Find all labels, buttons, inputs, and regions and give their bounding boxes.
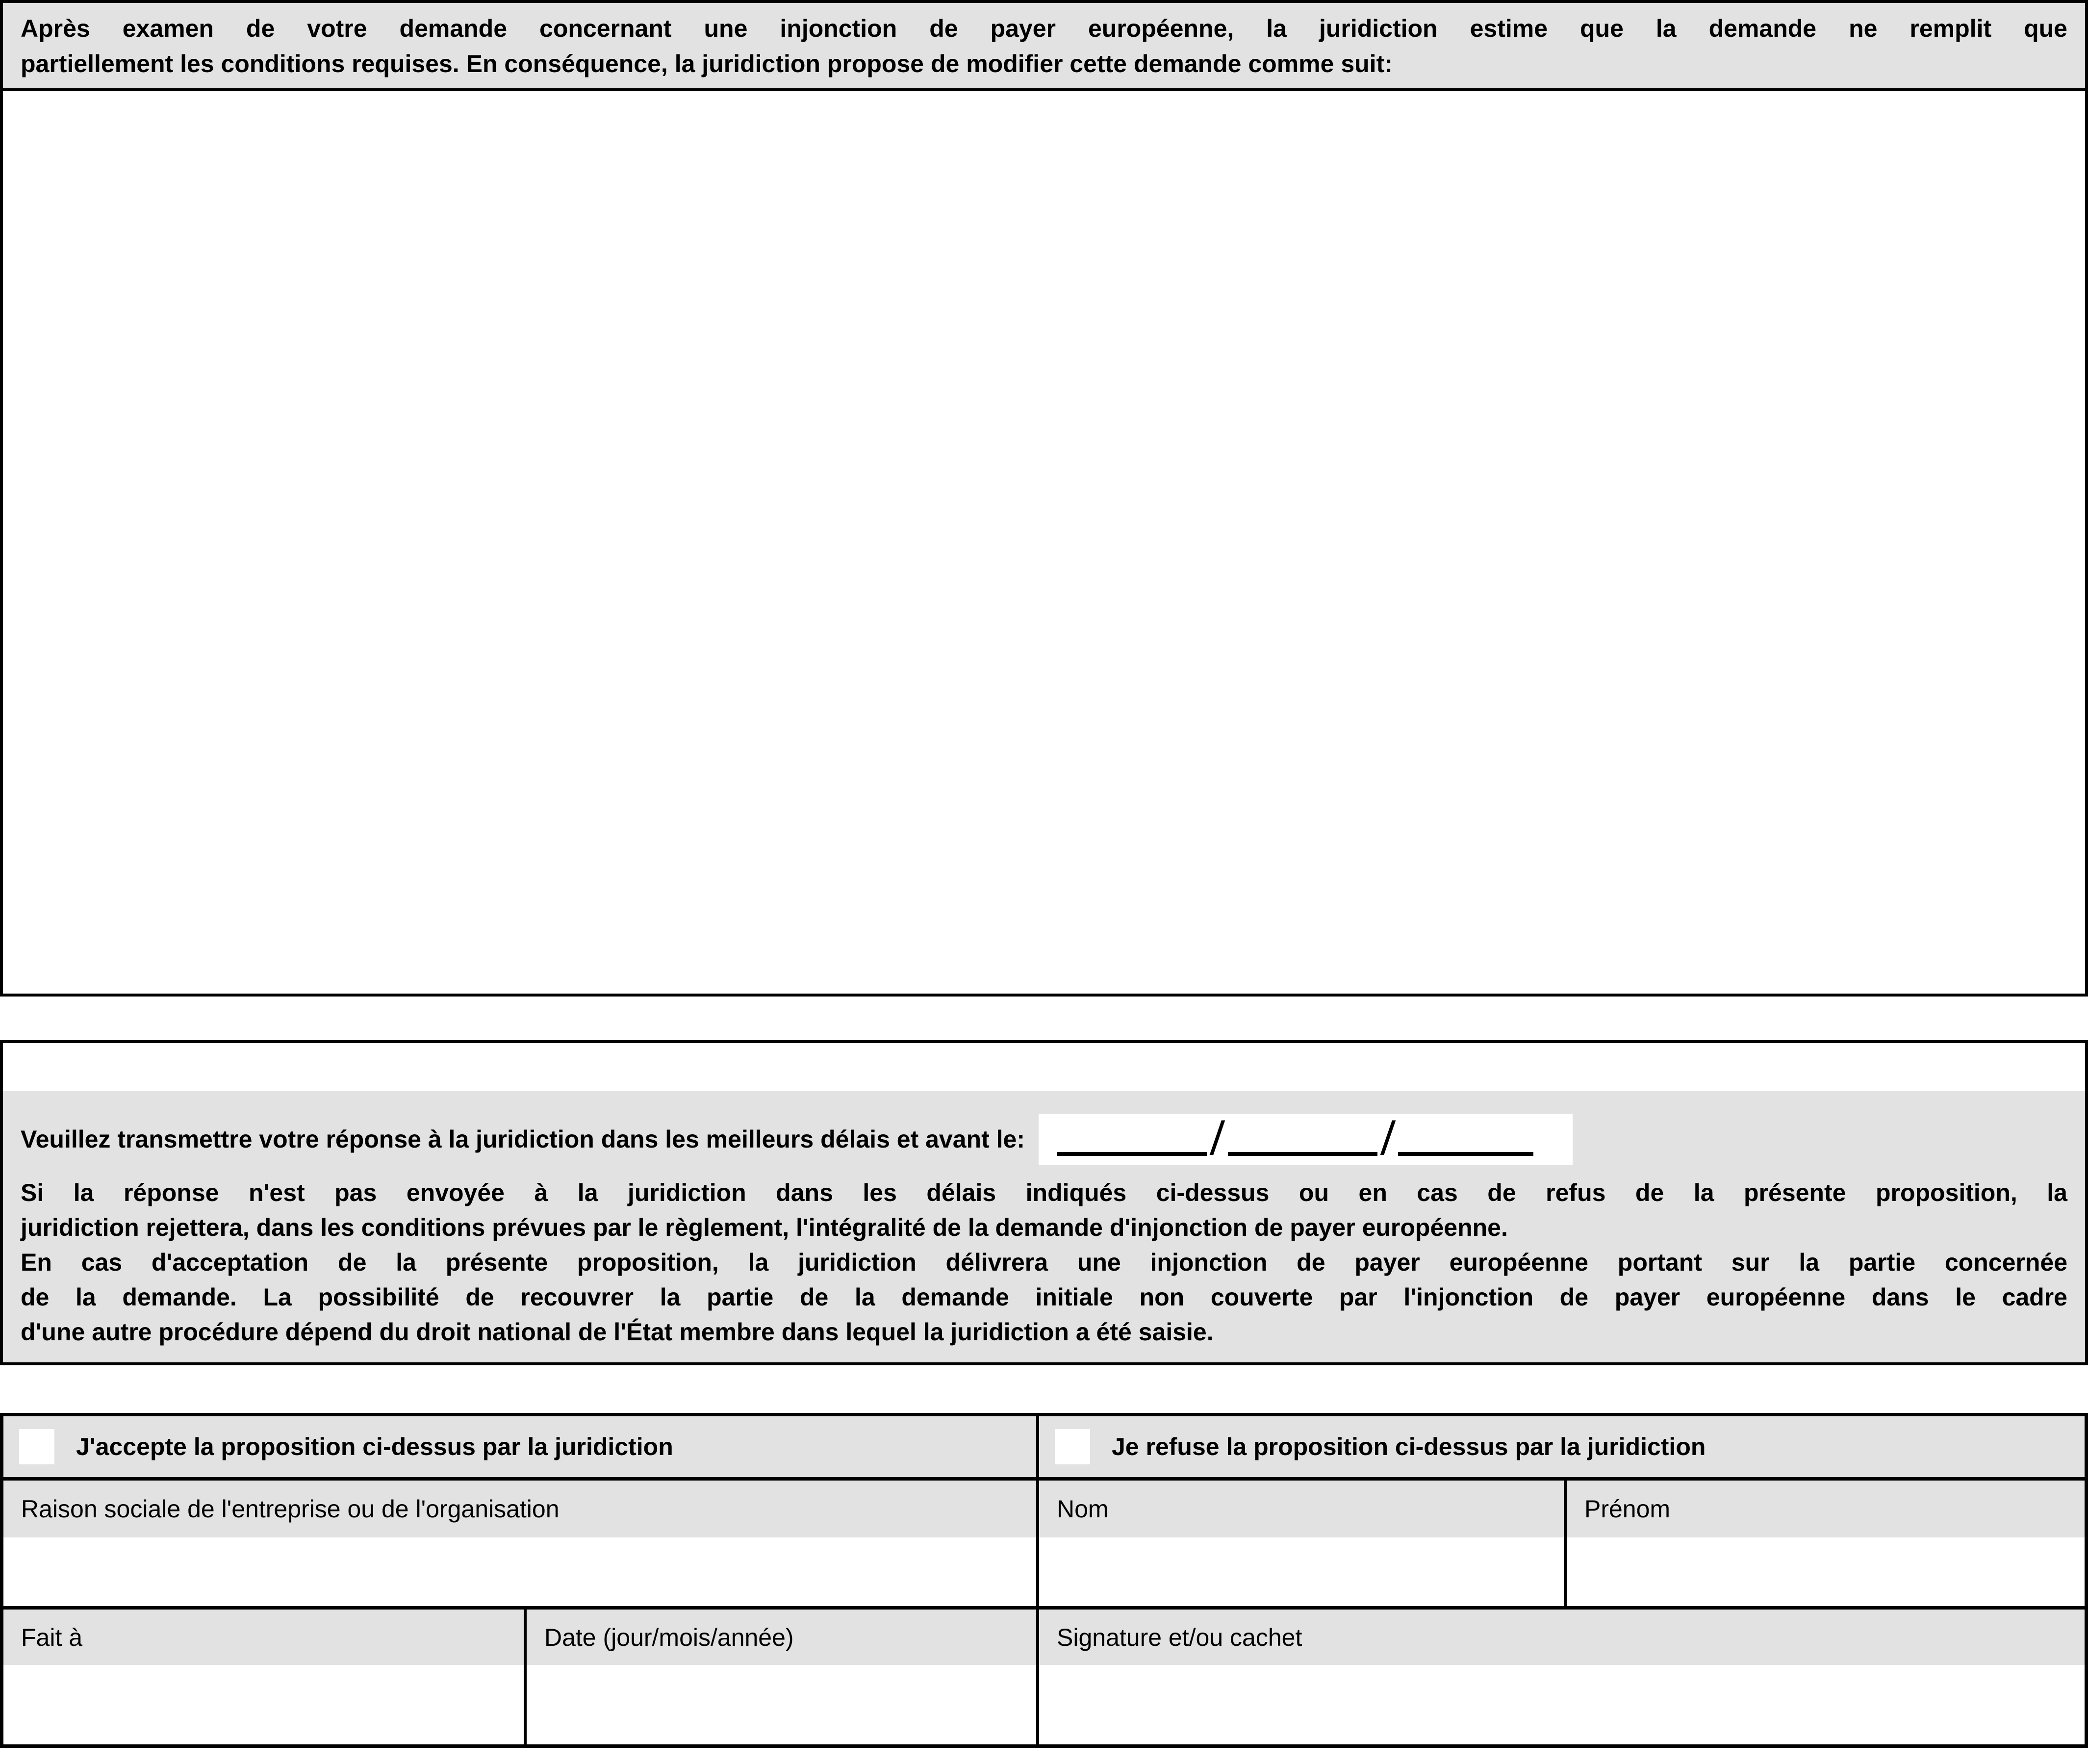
place-cell — [3, 1610, 524, 1744]
refusal-consequences-paragraph — [21, 1176, 2067, 1350]
signature-cell — [1036, 1610, 2085, 1744]
refuse-option-cell[interactable] — [1036, 1416, 2085, 1477]
proposal-modification-area[interactable] — [3, 91, 2085, 994]
deadline-label: Veuillez transmettre votre réponse à la juridiction dans les meilleurs délais et avant le: — [21, 1125, 1025, 1153]
name-input-area[interactable] — [1039, 1537, 1564, 1606]
accept-label: J'accepte la proposition ci-dessus par la juridiction — [76, 1433, 673, 1460]
company-label: Raison sociale de l'entreprise ou de l'organisation — [3, 1481, 1036, 1537]
firstname-cell — [1564, 1481, 2085, 1606]
signature-label: Signature et/ou cachet — [1039, 1610, 2085, 1665]
date-year-field[interactable] — [1398, 1152, 1533, 1156]
proposal-header-line-1: Après examen de votre demande concernant une injonction de payer européenne, la juridiction estime que la demande ne remplit que — [21, 15, 2067, 42]
refusal-line-2: juridiction rejettera, dans les conditions prévues par le règlement, l'intégralité de la demande d'injonction de payer européenne. — [21, 1214, 1508, 1241]
date-month-field[interactable] — [1228, 1152, 1377, 1156]
accept-option-cell[interactable] — [3, 1416, 1036, 1477]
place-label: Fait à — [3, 1610, 524, 1665]
acceptance-line-3: d'une autre procédure dépend du droit national de l'État membre dans lequel la juridiction a été saisie. — [21, 1318, 1214, 1346]
company-input-area[interactable] — [3, 1537, 1036, 1606]
response-table — [0, 1413, 2088, 1748]
date-cell — [524, 1610, 1036, 1744]
proposal-header — [3, 3, 2085, 91]
response-instructions-box — [0, 1040, 2088, 1365]
date-day-field[interactable] — [1057, 1152, 1207, 1156]
decision-row — [3, 1416, 2085, 1477]
identity-row — [3, 1477, 2085, 1606]
date-slash-icon: / — [1379, 1112, 1397, 1165]
acceptance-line-2: de la demande. La possibilité de recouvrer la partie de la demande initiale non couverte par l'injonction de payer européenne dans le cadre — [21, 1283, 2067, 1311]
spacer — [0, 1365, 2088, 1413]
refuse-label: Je refuse la proposition ci-dessus par la juridiction — [1112, 1433, 1706, 1460]
refusal-line-1: Si la réponse n'est pas envoyée à la juridiction dans les délais indiqués ci-dessus ou en cas de refus de la présente proposition, la — [21, 1179, 2067, 1206]
signature-row — [3, 1606, 2085, 1744]
date-label: Date (jour/mois/année) — [527, 1610, 1036, 1665]
firstname-input-area[interactable] — [1567, 1537, 2085, 1606]
date-input-area[interactable] — [527, 1665, 1036, 1744]
refuse-checkbox[interactable] — [1055, 1429, 1090, 1464]
date-slash-icon: / — [1209, 1112, 1226, 1165]
company-cell — [3, 1481, 1036, 1606]
signature-input-area[interactable] — [1039, 1665, 2085, 1744]
name-label: Nom — [1039, 1481, 1564, 1537]
deadline-date-field[interactable] — [1039, 1114, 1573, 1165]
accept-checkbox[interactable] — [19, 1429, 54, 1464]
acceptance-line-1: En cas d'acceptation de la présente proposition, la juridiction délivrera une injonction de payer européenne portant sur la partie concernée — [21, 1249, 2067, 1276]
deadline-row — [21, 1114, 2067, 1165]
response-instructions-content — [3, 1091, 2085, 1362]
firstname-label: Prénom — [1567, 1481, 2085, 1537]
proposal-header-line-2: partiellement les conditions requises. En conséquence, la juridiction propose de modifier cette demande comme suit: — [21, 50, 1393, 77]
place-input-area[interactable] — [3, 1665, 524, 1744]
name-cell — [1036, 1481, 1564, 1606]
spacer — [0, 997, 2088, 1040]
